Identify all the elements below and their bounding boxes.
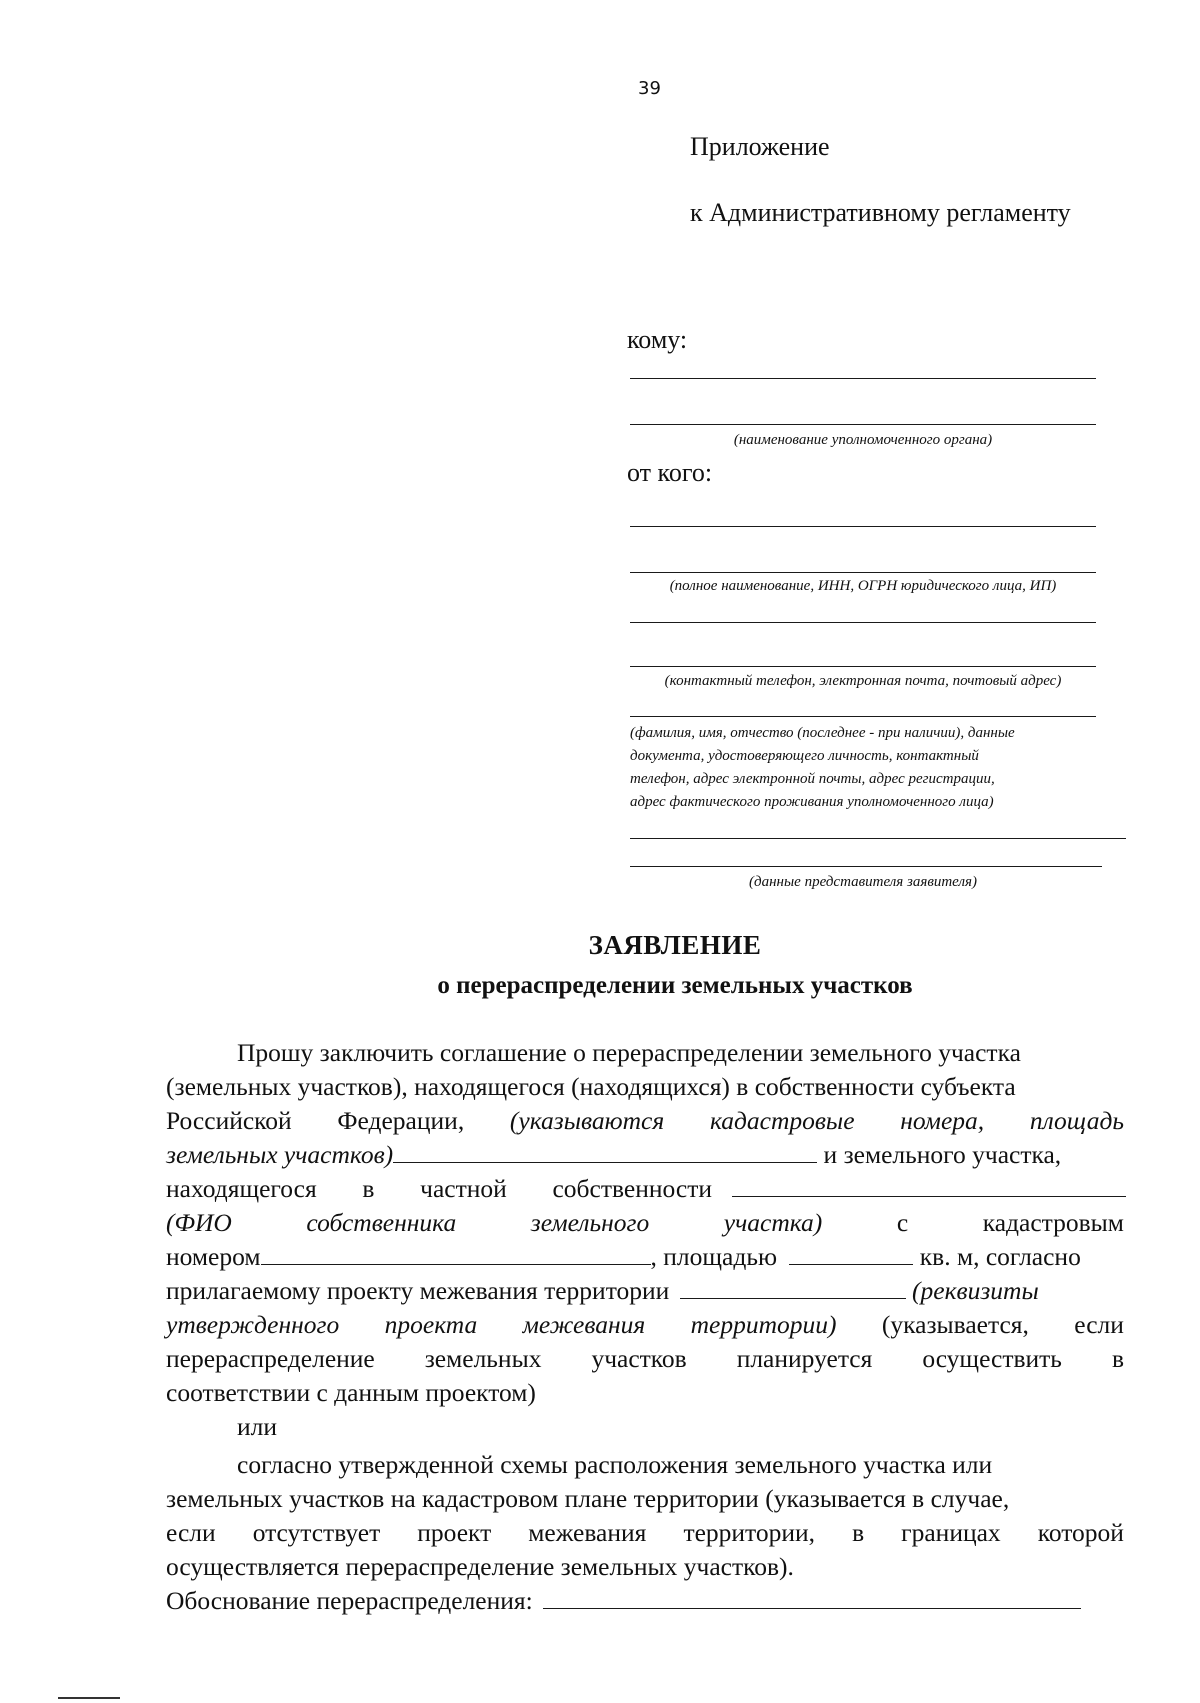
from-label: от кого: <box>627 458 713 487</box>
word: осуществить <box>922 1344 1062 1373</box>
word: кадастровые <box>709 1106 855 1135</box>
person-caption-line: документа, удостоверяющего личность, контактный <box>630 748 979 764</box>
from-line-5[interactable] <box>630 716 1096 717</box>
body-line-16 <box>166 1586 1081 1616</box>
word: собственности <box>552 1174 712 1203</box>
word: Российской <box>166 1106 292 1135</box>
word: находящегося <box>166 1174 317 1203</box>
appendix-heading: Приложение <box>690 132 830 161</box>
survey-project-field[interactable] <box>680 1276 906 1299</box>
body-line-14 <box>166 1518 1124 1548</box>
person-caption-line: адрес фактического проживания уполномоченного лица) <box>630 794 994 810</box>
person-caption-line: телефон, адрес электронной почты, адрес регистрации, <box>630 771 995 787</box>
from-line-2[interactable] <box>630 572 1096 573</box>
body-line-2: (земельных участков), находящегося (находящихся) в собственности субъекта <box>166 1072 1016 1101</box>
body-line-7 <box>166 1242 1081 1272</box>
word: кадастровым <box>982 1208 1124 1237</box>
word: площадь <box>1029 1106 1124 1135</box>
body-line-8 <box>166 1276 1039 1306</box>
contact-caption: (контактный телефон, электронная почта, почтовый адрес) <box>664 673 1062 689</box>
parcels-field[interactable] <box>393 1140 817 1163</box>
person-caption <box>630 722 1015 814</box>
body-line-4 <box>166 1140 1061 1170</box>
justification-field[interactable] <box>543 1586 1081 1609</box>
document-subtitle: о перераспределении земельных участков <box>437 972 913 999</box>
body-or: или <box>237 1412 278 1441</box>
body-line-6 <box>166 1208 1124 1238</box>
word: земельных <box>424 1344 542 1373</box>
representative-line-1[interactable] <box>630 838 1126 839</box>
word: межевания <box>522 1310 646 1339</box>
word: если <box>166 1518 216 1547</box>
word: Федерации, <box>337 1106 465 1135</box>
word: планируется <box>736 1344 873 1373</box>
word: утвержденного <box>166 1310 340 1339</box>
cadastral-number-field[interactable] <box>261 1242 651 1265</box>
body-text: (реквизиты <box>912 1276 1039 1305</box>
private-ownership-field[interactable] <box>732 1174 1126 1197</box>
word: территории) <box>690 1310 837 1339</box>
to-label: кому: <box>627 325 688 354</box>
word: отсутствует <box>252 1518 381 1547</box>
body-line-12: согласно утвержденной схемы расположения земельного участка или <box>237 1450 993 1479</box>
word: номера, <box>900 1106 985 1135</box>
from-line-1[interactable] <box>630 526 1096 527</box>
word: участков <box>591 1344 687 1373</box>
body-line-15: осуществляется перераспределение земельных участков). <box>166 1552 794 1581</box>
body-line-13: земельных участков на кадастровом плане территории (указывается в случае, <box>166 1484 1010 1513</box>
word: границах <box>901 1518 1001 1547</box>
body-line-11: соответствии с данным проектом) <box>166 1378 536 1407</box>
area-field[interactable] <box>789 1242 913 1265</box>
parcels-label: земельных участков) <box>166 1140 394 1169</box>
entity-caption: (полное наименование, ИНН, ОГРН юридического лица, ИП) <box>669 578 1057 594</box>
body-line-3 <box>166 1106 1124 1136</box>
word: (указываются <box>509 1106 665 1135</box>
authority-caption: (наименование уполномоченного органа) <box>733 432 993 448</box>
word: проект <box>417 1518 492 1547</box>
word: частной <box>420 1174 507 1203</box>
regulation-reference: к Административному регламенту <box>690 198 1071 227</box>
body-line-5 <box>166 1174 1124 1204</box>
body-text: кв. м, согласно <box>919 1242 1081 1271</box>
word: территории, <box>683 1518 816 1547</box>
body-text: , площадью <box>650 1242 778 1271</box>
from-line-3[interactable] <box>630 622 1096 623</box>
word: (указывается, <box>881 1310 1029 1339</box>
body-text: номером <box>166 1242 261 1271</box>
word: которой <box>1037 1518 1124 1547</box>
body-line-9 <box>166 1310 1124 1340</box>
body-text <box>166 1174 712 1204</box>
word: проекта <box>384 1310 478 1339</box>
representative-line-2[interactable] <box>630 866 1102 867</box>
word: если <box>1074 1310 1124 1339</box>
word: (ФИО <box>166 1208 232 1237</box>
from-line-4[interactable] <box>630 666 1096 667</box>
word: земельного <box>530 1208 650 1237</box>
word: межевания <box>528 1518 647 1547</box>
word: в <box>852 1518 865 1547</box>
word: собственника <box>306 1208 457 1237</box>
body-line-1: Прошу заключить соглашение о перераспределении земельного участка <box>237 1038 1021 1067</box>
document-title: ЗАЯВЛЕНИЕ <box>588 930 762 960</box>
word: участка) <box>723 1208 823 1237</box>
word: перераспределение <box>166 1344 375 1373</box>
representative-caption: (данные представителя заявителя) <box>749 874 977 890</box>
body-text: прилагаемому проекту межевания территории <box>166 1276 670 1305</box>
page-number: 39 <box>638 78 661 99</box>
body-text: и земельного участка, <box>823 1140 1062 1169</box>
word: в <box>362 1174 375 1203</box>
justification-label: Обоснование перераспределения: <box>166 1586 533 1615</box>
to-line-2[interactable] <box>630 424 1096 425</box>
footer-mark <box>58 1697 120 1699</box>
word: в <box>1111 1344 1124 1373</box>
word: с <box>896 1208 909 1237</box>
person-caption-line: (фамилия, имя, отчество (последнее - при наличии), данные <box>630 725 1015 741</box>
to-line-1[interactable] <box>630 378 1096 379</box>
body-line-10 <box>166 1344 1124 1374</box>
